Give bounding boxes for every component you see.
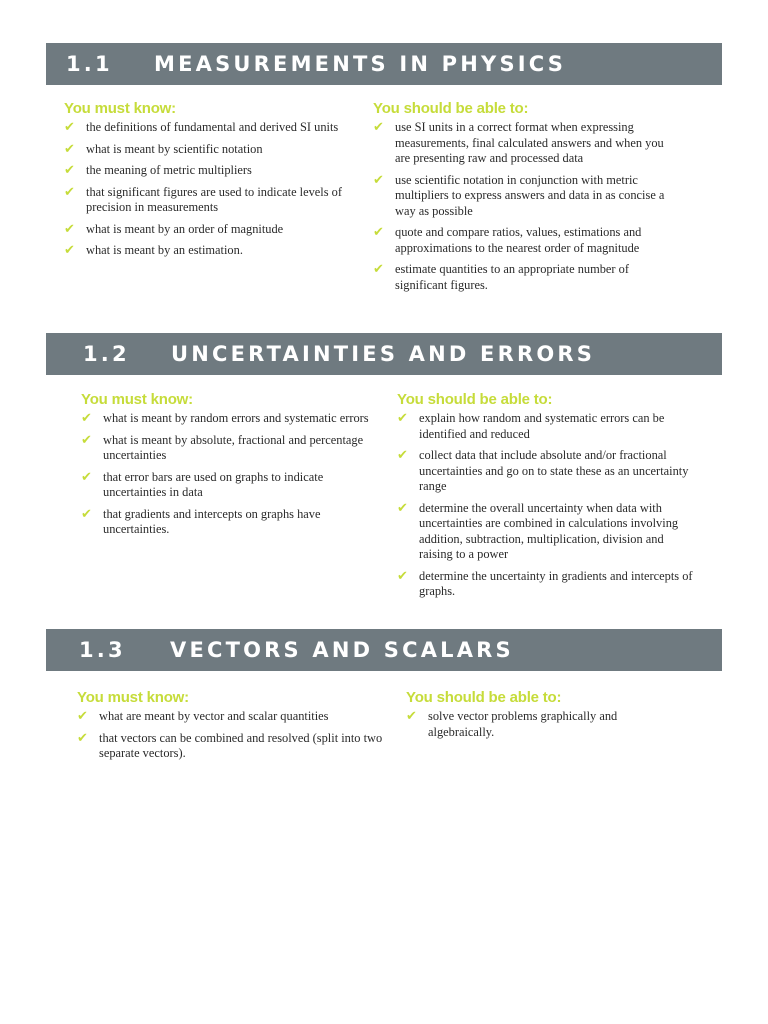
section-number: 1.3 — [79, 638, 126, 662]
list-item: ✔ that gradients and intercepts on graphs have uncertainties. — [81, 506, 321, 536]
list-item: ✔ use scientific notation in conjunction with metric multipliers to express answers and data in as concise a way as possible — [373, 172, 665, 218]
check-icon: ✔ — [373, 262, 384, 277]
list-item: ✔ the definitions of fundamental and derived SI units — [64, 120, 339, 135]
section-banner — [46, 43, 722, 85]
check-icon: ✔ — [64, 243, 75, 258]
check-icon: ✔ — [373, 120, 384, 135]
check-icon: ✔ — [64, 221, 75, 237]
section-banner — [46, 629, 722, 671]
check-icon: ✔ — [397, 411, 408, 426]
list-item: ✔ use SI units in a correct format when expressing measurements, final calculated answers and when you are presenting raw and processed data — [373, 120, 664, 165]
should-be-able-heading: You should be able to: — [406, 689, 562, 706]
list-item: ✔ that vectors can be combined and resolved (split into two separate vectors). — [77, 730, 383, 760]
must-know-list — [77, 709, 387, 762]
check-icon: ✔ — [81, 411, 92, 426]
should-be-able-column — [397, 391, 693, 606]
list-item: ✔ the meaning of metric multipliers — [64, 163, 252, 178]
list-item: ✔ explain how random and systematic errors can be identified and reduced — [397, 411, 665, 441]
must-know-column — [77, 689, 387, 768]
list-item: ✔ determine the overall uncertainty when data with uncertainties are combined in calculations involving addition, subtraction, multiplication, division and raising to a power — [397, 500, 679, 561]
should-be-able-heading: You should be able to: — [373, 100, 529, 117]
must-know-list — [64, 120, 344, 259]
should-be-able-list — [373, 120, 673, 293]
check-icon: ✔ — [64, 163, 75, 178]
list-item: ✔ collect data that include absolute and/or fractional uncertainties and go on to state these as an uncertainty range — [397, 448, 689, 493]
check-icon: ✔ — [397, 568, 408, 584]
check-icon: ✔ — [373, 225, 384, 240]
check-icon: ✔ — [64, 184, 75, 200]
section-banner — [46, 333, 722, 375]
check-icon: ✔ — [64, 141, 75, 157]
section-number: 1.1 — [66, 52, 113, 76]
list-item: ✔ what is meant by an estimation. — [64, 243, 243, 258]
list-item: ✔ what is meant by an order of magnitude — [64, 221, 284, 237]
list-item: ✔ what is meant by scientific notation — [64, 141, 263, 157]
list-item: ✔ determine the uncertainty in gradients and intercepts of graphs. — [397, 568, 693, 598]
list-item: ✔ what are meant by vector and scalar quantities — [77, 709, 329, 724]
check-icon: ✔ — [397, 448, 408, 463]
check-icon: ✔ — [77, 709, 88, 724]
section-title: MEASUREMENTS IN PHYSICS — [154, 52, 567, 76]
list-item: ✔ that significant figures are used to indicate levels of precision in measurements — [64, 184, 342, 214]
section-title: UNCERTAINTIES AND ERRORS — [171, 342, 596, 366]
must-know-heading: You must know: — [77, 689, 189, 706]
list-item: ✔ solve vector problems graphically and algebraically. — [406, 709, 618, 739]
should-be-able-list — [397, 411, 693, 600]
list-item: ✔ estimate quantities to an appropriate number of significant figures. — [373, 262, 629, 292]
check-icon: ✔ — [64, 120, 75, 135]
check-icon: ✔ — [77, 730, 88, 746]
must-know-column — [64, 100, 344, 265]
list-item: ✔ what is meant by random errors and systematic errors — [81, 411, 369, 426]
check-icon: ✔ — [406, 709, 417, 724]
must-know-heading: You must know: — [64, 100, 176, 117]
should-be-able-list — [406, 709, 676, 740]
section-title: VECTORS AND SCALARS — [170, 638, 514, 662]
list-item: ✔ quote and compare ratios, values, estimations and approximations to the nearest order of magnitude — [373, 225, 642, 255]
should-be-able-heading: You should be able to: — [397, 391, 553, 408]
check-icon: ✔ — [397, 500, 408, 516]
must-know-list — [81, 411, 381, 538]
check-icon: ✔ — [373, 172, 384, 188]
should-be-able-column — [406, 689, 676, 746]
check-icon: ✔ — [81, 469, 92, 485]
check-icon: ✔ — [81, 506, 92, 522]
should-be-able-column — [373, 100, 673, 299]
check-icon: ✔ — [81, 432, 92, 448]
must-know-column — [81, 391, 381, 544]
must-know-heading: You must know: — [81, 391, 193, 408]
list-item: ✔ that error bars are used on graphs to indicate uncertainties in data — [81, 469, 324, 499]
section-number: 1.2 — [83, 342, 130, 366]
list-item: ✔ what is meant by absolute, fractional and percentage uncertainties — [81, 432, 364, 462]
